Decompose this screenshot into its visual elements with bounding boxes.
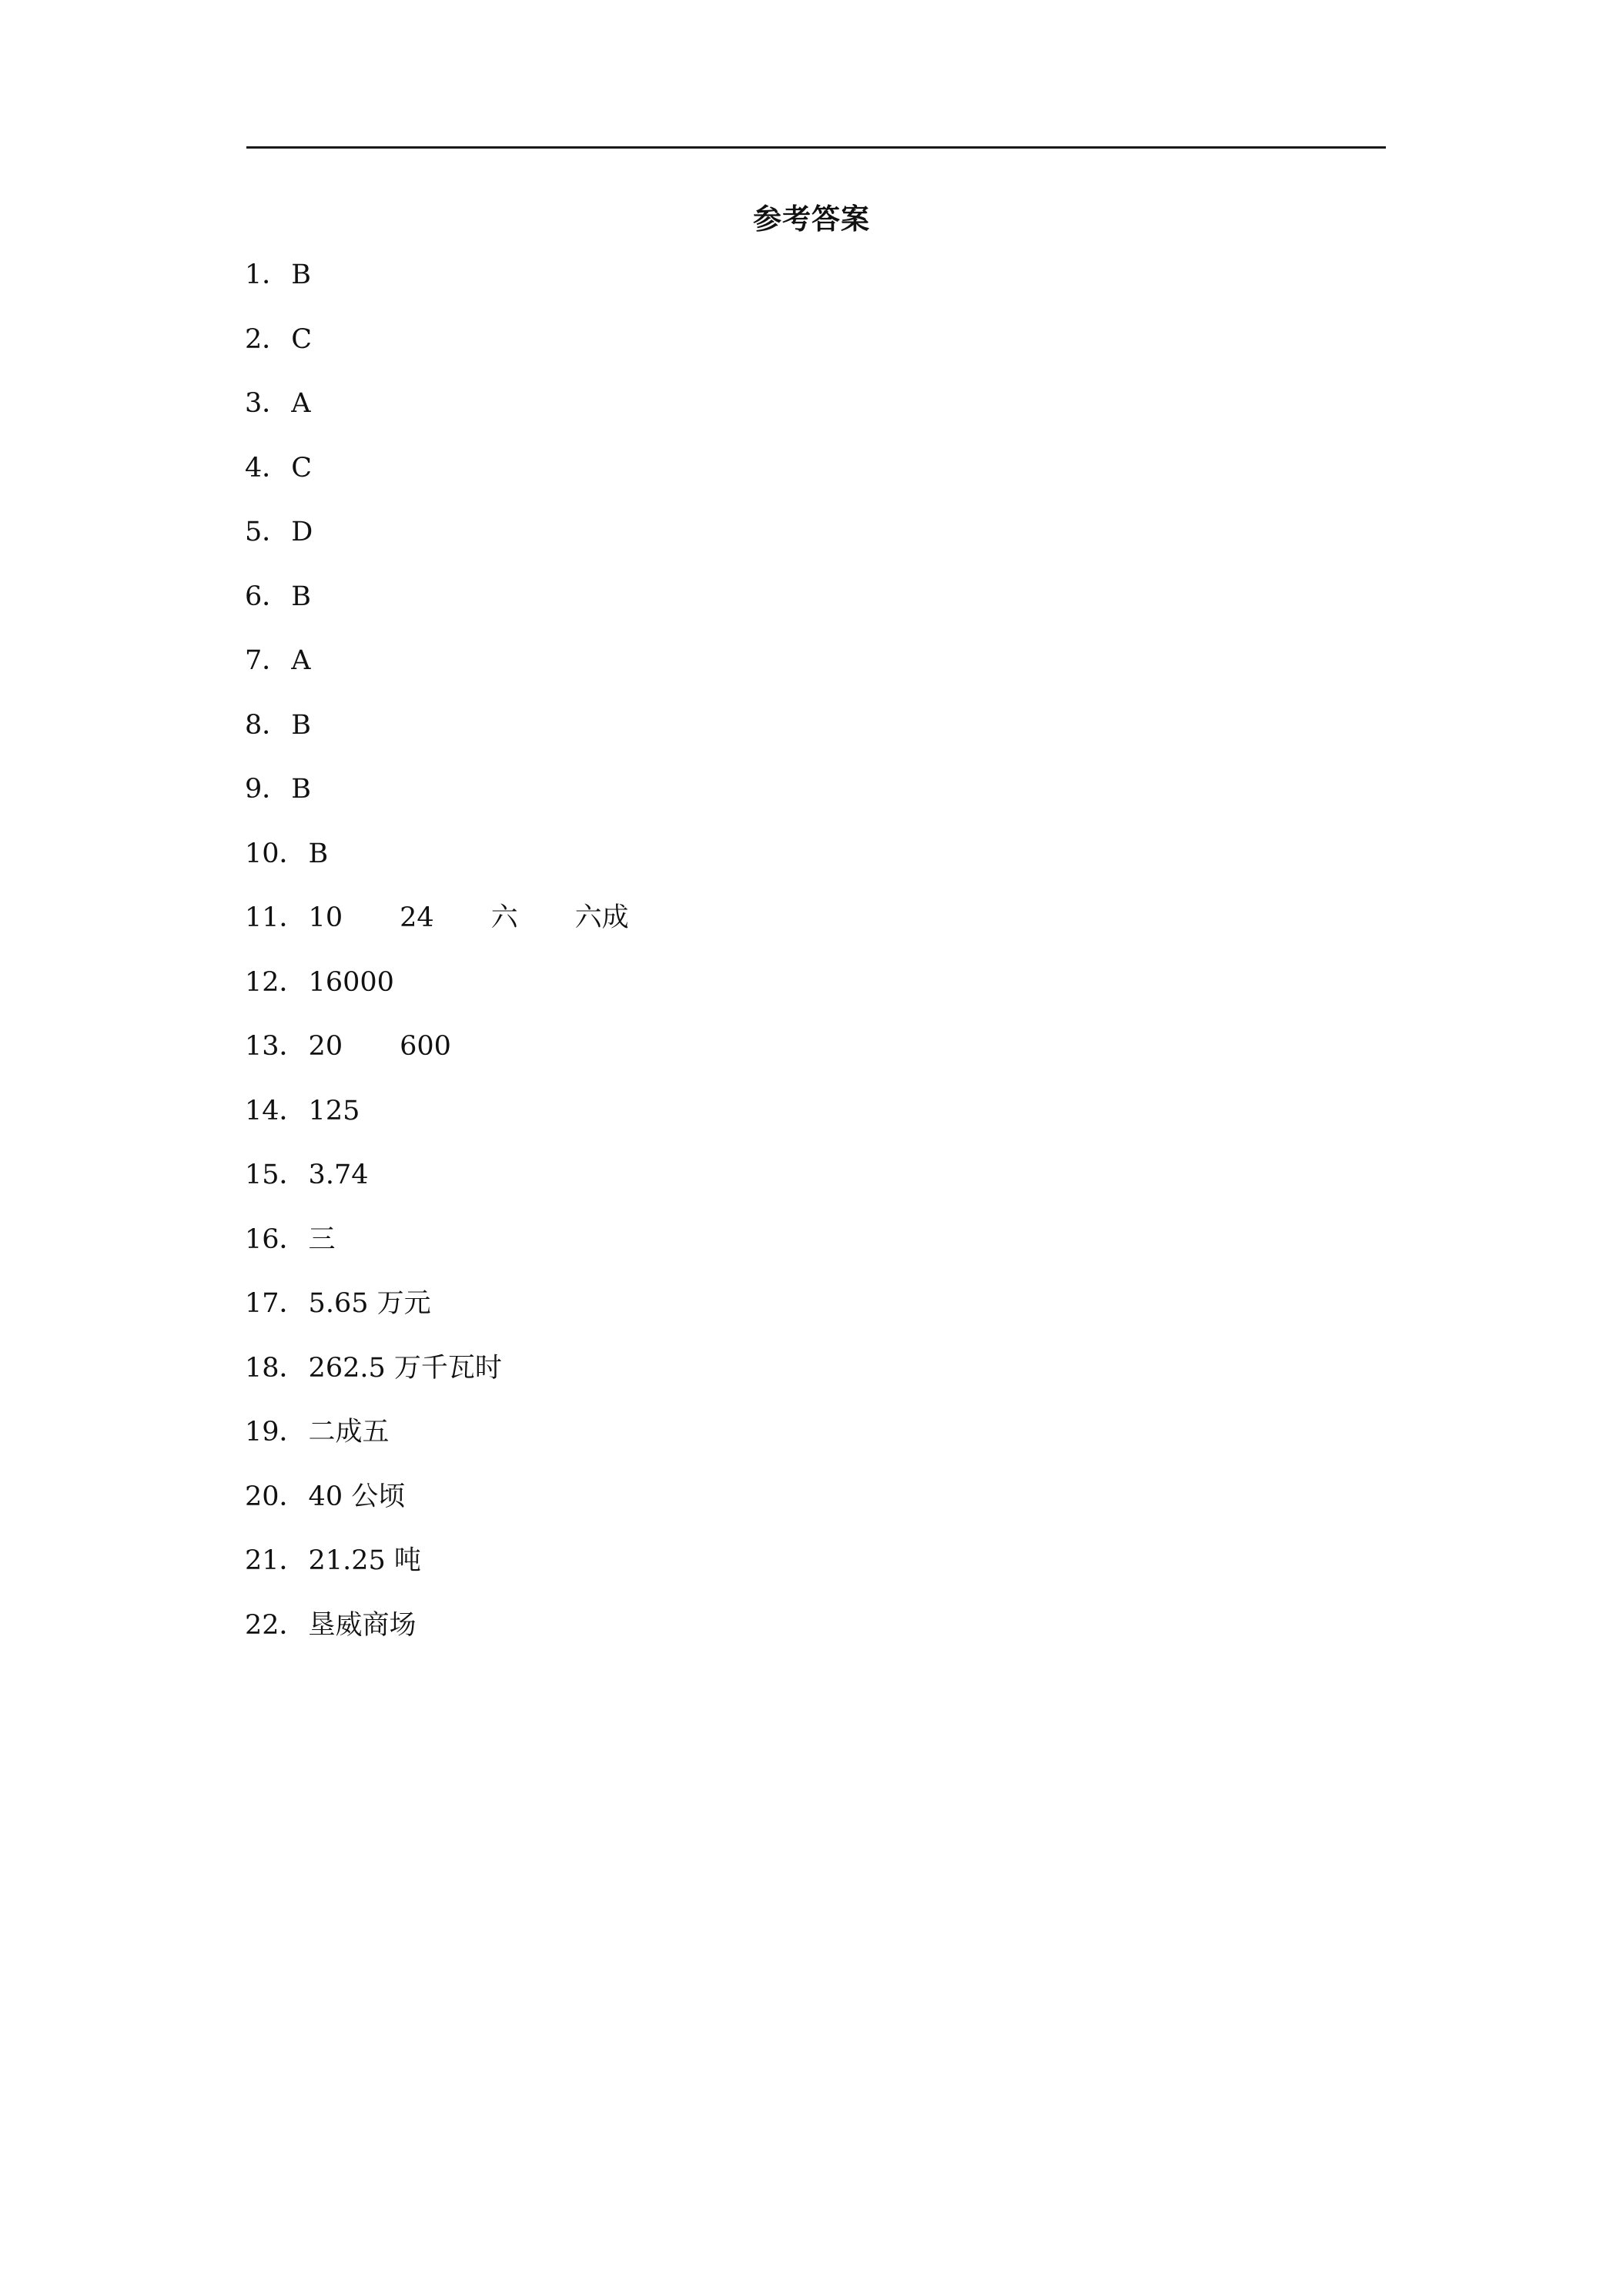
answer-item bbox=[245, 1539, 1384, 1604]
answer-separator: ． bbox=[262, 774, 289, 805]
answer-item bbox=[245, 1218, 1384, 1283]
answer-item bbox=[245, 1411, 1384, 1475]
answer-number: 15 bbox=[245, 1160, 279, 1190]
answer-values bbox=[291, 382, 310, 425]
answer-separator: ． bbox=[279, 966, 306, 998]
answer-separator: ． bbox=[279, 1609, 306, 1641]
answer-value: 262.5 万千瓦时 bbox=[308, 1352, 502, 1384]
answer-separator: ． bbox=[262, 323, 289, 355]
answer-number: 11 bbox=[245, 902, 279, 933]
answer-value: A bbox=[291, 645, 311, 676]
answer-separator: ． bbox=[279, 1352, 306, 1384]
answer-separator: ． bbox=[262, 388, 289, 419]
answer-number: 17 bbox=[245, 1288, 279, 1319]
answer-item bbox=[245, 1475, 1384, 1540]
answer-values bbox=[309, 896, 629, 939]
answer-value: 16000 bbox=[308, 966, 394, 998]
answer-number: 6 bbox=[245, 581, 263, 612]
answer-value: C bbox=[291, 323, 313, 355]
answer-values bbox=[309, 1153, 369, 1197]
answer-list bbox=[245, 253, 1384, 1668]
answer-separator: ． bbox=[279, 1095, 306, 1126]
answer-number: 21 bbox=[245, 1545, 279, 1576]
answer-number: 22 bbox=[245, 1609, 279, 1641]
answer-number: 8 bbox=[245, 709, 263, 741]
answer-values bbox=[309, 1347, 502, 1390]
answer-number: 13 bbox=[245, 1031, 279, 1062]
answer-separator: ． bbox=[262, 517, 289, 547]
answer-number: 18 bbox=[245, 1352, 279, 1384]
answer-value: 125 bbox=[308, 1095, 360, 1126]
answer-value: 5.65 万元 bbox=[308, 1288, 431, 1319]
answer-number: 19 bbox=[245, 1417, 279, 1448]
answer-value: 垦威商场 bbox=[308, 1609, 417, 1641]
answer-number: 5 bbox=[245, 517, 263, 547]
answer-values bbox=[291, 447, 312, 490]
answer-item bbox=[245, 961, 1384, 1026]
answer-number: 16 bbox=[245, 1223, 279, 1255]
answer-item bbox=[245, 382, 1384, 447]
answer-item bbox=[245, 253, 1384, 318]
answer-separator: ． bbox=[279, 1481, 306, 1512]
answer-item bbox=[245, 639, 1384, 704]
answer-item bbox=[245, 1282, 1384, 1347]
answer-value: B bbox=[291, 709, 312, 741]
answer-value: 20 bbox=[308, 1031, 343, 1062]
page-title: 参考答案 bbox=[753, 202, 870, 236]
answer-number: 14 bbox=[245, 1095, 279, 1126]
answer-values bbox=[309, 1282, 431, 1325]
answer-values bbox=[291, 768, 311, 811]
answer-value: C bbox=[291, 452, 313, 484]
answer-separator: ． bbox=[279, 1031, 306, 1062]
answer-values bbox=[309, 961, 394, 1004]
answer-value: 六 bbox=[490, 902, 518, 933]
answer-values bbox=[309, 1604, 417, 1647]
answer-values bbox=[291, 575, 311, 618]
answer-values bbox=[291, 704, 311, 747]
answer-value: 600 bbox=[400, 1031, 451, 1062]
answer-values bbox=[309, 1089, 360, 1133]
answer-item bbox=[245, 318, 1384, 383]
answer-separator: ． bbox=[279, 838, 306, 869]
answer-item bbox=[245, 575, 1384, 640]
answer-item bbox=[245, 704, 1384, 768]
answer-number: 10 bbox=[245, 838, 279, 869]
answer-separator: ． bbox=[279, 902, 306, 933]
answer-values bbox=[291, 318, 312, 361]
answer-separator: ． bbox=[279, 1160, 306, 1190]
answer-separator: ． bbox=[262, 581, 289, 612]
header-rule bbox=[246, 146, 1386, 149]
answer-number: 1 bbox=[245, 259, 263, 290]
answer-value: 六成 bbox=[574, 902, 629, 933]
answer-item bbox=[245, 896, 1384, 961]
answer-separator: ． bbox=[262, 645, 289, 676]
answer-value: B bbox=[291, 259, 312, 290]
answer-value: 3.74 bbox=[308, 1160, 369, 1190]
answer-item bbox=[245, 1604, 1384, 1668]
answer-item bbox=[245, 1347, 1384, 1411]
answer-value: 三 bbox=[308, 1223, 336, 1255]
answer-item bbox=[245, 1153, 1384, 1218]
answer-values bbox=[309, 832, 329, 875]
answer-separator: ． bbox=[262, 709, 289, 741]
answer-item bbox=[245, 768, 1384, 832]
answer-value: 24 bbox=[400, 902, 434, 933]
answer-number: 7 bbox=[245, 645, 263, 676]
answer-value: 10 bbox=[308, 902, 343, 933]
answer-value: 40 公顷 bbox=[308, 1481, 406, 1512]
answer-number: 4 bbox=[245, 452, 263, 484]
answer-number: 9 bbox=[245, 774, 263, 805]
answer-number: 12 bbox=[245, 966, 279, 998]
answer-separator: ． bbox=[279, 1223, 306, 1255]
answer-separator: ． bbox=[279, 1545, 306, 1576]
answer-value: D bbox=[291, 517, 313, 547]
answer-separator: ． bbox=[262, 452, 289, 484]
answer-item bbox=[245, 1025, 1384, 1089]
answer-values bbox=[309, 1475, 406, 1518]
answer-values bbox=[309, 1218, 336, 1261]
answer-number: 2 bbox=[245, 323, 263, 355]
answer-value: B bbox=[308, 838, 329, 869]
answer-values bbox=[291, 253, 311, 296]
answer-separator: ． bbox=[279, 1417, 306, 1448]
answer-item bbox=[245, 832, 1384, 897]
answer-number: 20 bbox=[245, 1481, 279, 1512]
answer-value: 二成五 bbox=[308, 1417, 390, 1448]
answer-item bbox=[245, 447, 1384, 511]
answer-value: B bbox=[291, 581, 312, 612]
answer-values bbox=[291, 510, 313, 554]
answer-item bbox=[245, 510, 1384, 575]
answer-number: 3 bbox=[245, 388, 263, 419]
answer-separator: ． bbox=[279, 1288, 306, 1319]
answer-values bbox=[309, 1539, 421, 1582]
answer-item bbox=[245, 1089, 1384, 1154]
answer-values bbox=[309, 1025, 451, 1068]
answer-value: B bbox=[291, 774, 312, 805]
answer-value: 21.25 吨 bbox=[308, 1545, 421, 1576]
answer-values bbox=[291, 639, 310, 682]
answer-separator: ． bbox=[262, 259, 289, 290]
answer-values bbox=[309, 1411, 390, 1454]
answer-value: A bbox=[291, 388, 311, 419]
